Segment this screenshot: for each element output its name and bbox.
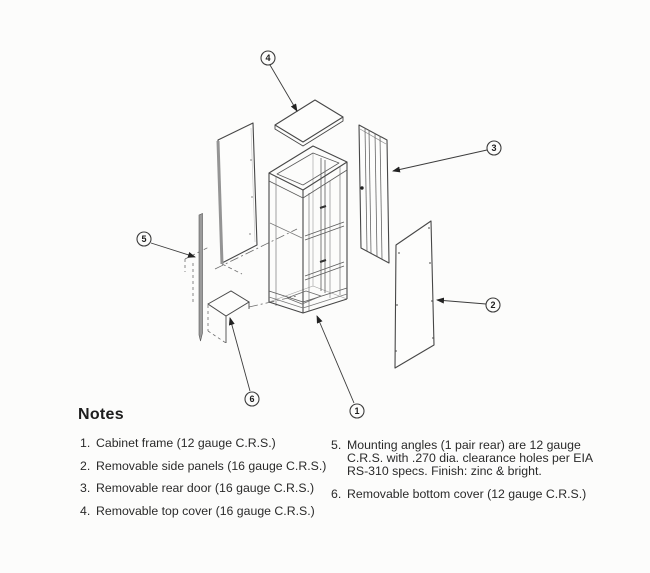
callout-balloon-5 (137, 232, 151, 246)
door-latch-dot (360, 186, 363, 189)
note-text: Removable top cover (16 gauge C.R.S.) (96, 504, 315, 519)
note-number: 4. (80, 504, 91, 519)
note-number: 6. (331, 487, 342, 502)
note-text: Removable rear door (16 gauge C.R.S.) (96, 481, 315, 496)
note-item-1 (80, 437, 330, 450)
leader-line-6 (230, 318, 250, 391)
note-text: Cabinet frame (12 gauge C.R.S.) (96, 436, 276, 450)
callout-balloon-2 (486, 298, 500, 312)
note-number: 3. (80, 481, 91, 496)
note-text (347, 439, 593, 479)
leader-line-5 (151, 243, 195, 257)
side-panel-left (218, 123, 257, 264)
note-line: Removable bottom cover (12 gauge C.R.S.) (347, 487, 587, 502)
callout-label-4: 4 (265, 53, 271, 64)
leader-line-3 (393, 150, 487, 171)
leader-line-2 (437, 300, 486, 304)
callout-balloon-1 (350, 404, 364, 418)
note-line: RS-310 specs. Finish: zinc & bright. (347, 464, 542, 479)
note-text: Removable side panels (16 gauge C.R.S.) (96, 458, 327, 473)
note-item-6 (331, 488, 599, 501)
callout-label-1: 1 (354, 406, 360, 417)
note-text (347, 488, 586, 501)
notes-heading: Notes (78, 406, 124, 423)
leader-line-1 (317, 316, 354, 403)
callout-balloon-3 (487, 141, 501, 155)
callout-balloon-4 (261, 51, 275, 65)
note-number: 2. (80, 458, 91, 473)
note-number: 1. (80, 436, 91, 450)
note-item-2 (80, 460, 330, 473)
cabinet-frame (269, 146, 347, 313)
mounting-angle (199, 214, 203, 342)
note-item-4 (80, 505, 330, 518)
callout-label-6: 6 (249, 394, 255, 405)
top-cover (275, 100, 343, 146)
callout-label-3: 3 (491, 143, 497, 154)
rear-door (359, 125, 389, 263)
note-line: Mounting angles (1 pair rear) are 12 gauge (347, 438, 581, 452)
note-number: 5. (331, 438, 342, 452)
callout-label-2: 2 (490, 300, 496, 311)
note-item-5 (331, 439, 599, 479)
callout-balloon-6 (245, 392, 259, 406)
notes-right-column (331, 439, 599, 511)
side-panel-right (395, 221, 434, 368)
callout-label-5: 5 (141, 234, 147, 245)
note-item-3 (80, 482, 330, 495)
note-line: C.R.S. with .270 dia. clearance holes per EIA (347, 451, 594, 466)
notes-left-column (80, 437, 330, 528)
leader-line-4 (270, 65, 297, 111)
